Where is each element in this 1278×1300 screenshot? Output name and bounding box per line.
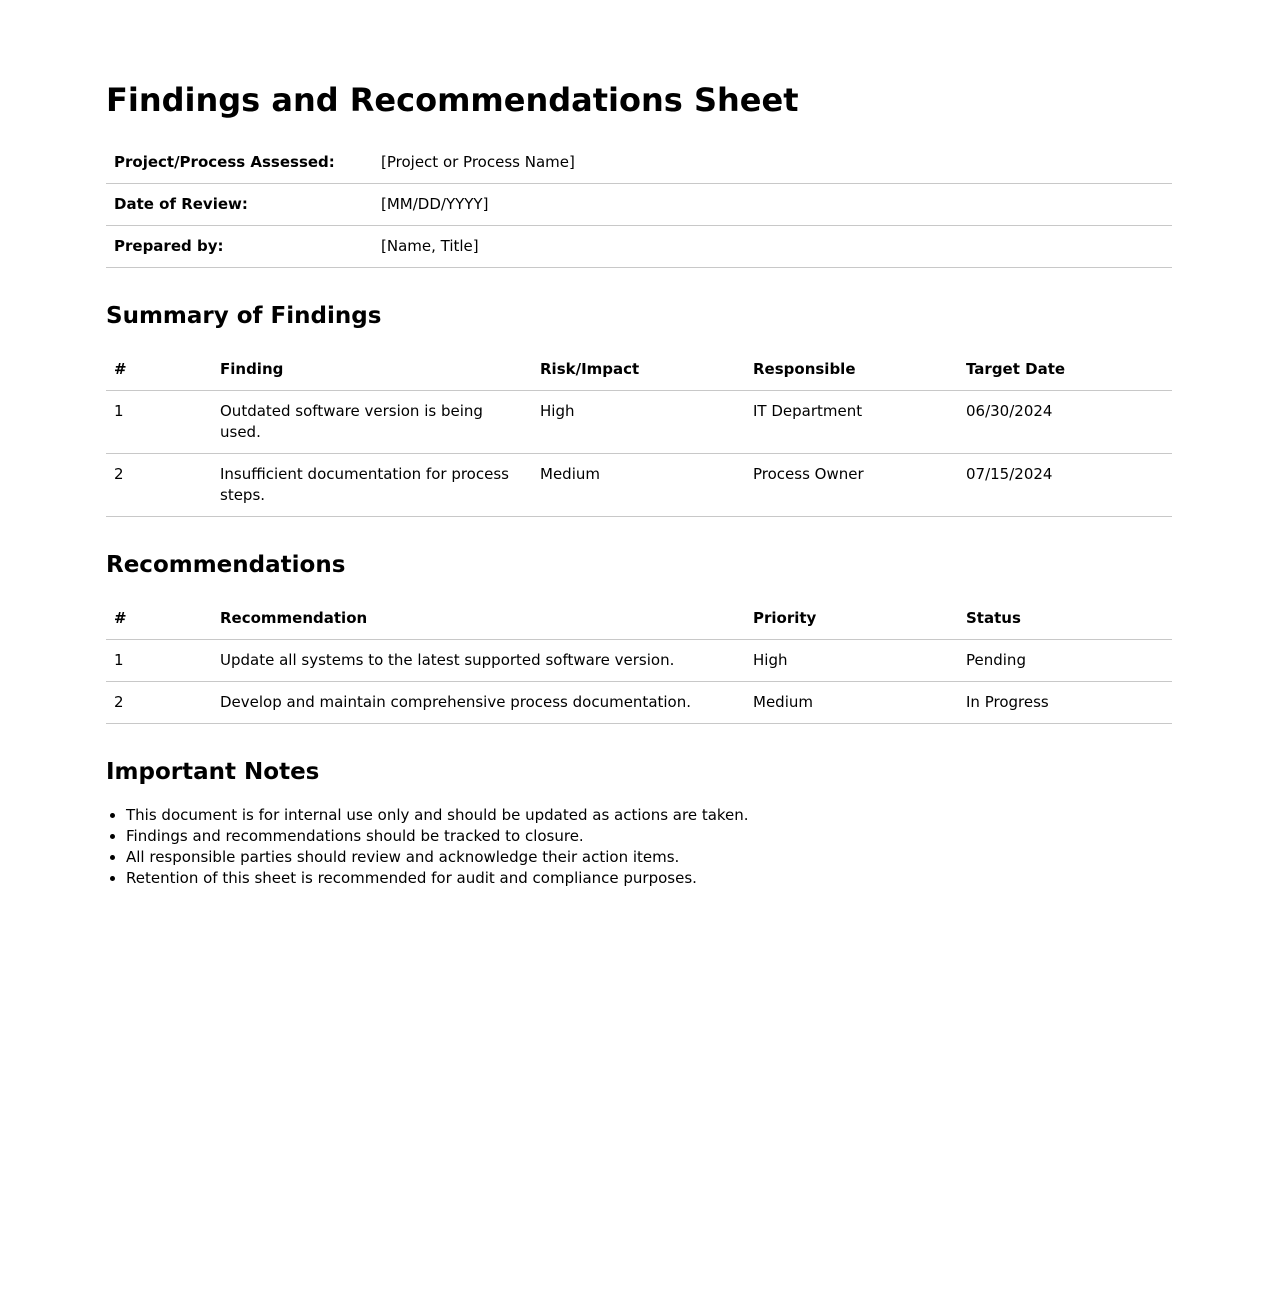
meta-row xyxy=(106,142,1172,184)
recommendations-heading: Recommendations xyxy=(106,552,346,578)
rec-number: 2 xyxy=(106,682,212,724)
findings-heading: Summary of Findings xyxy=(106,303,382,329)
recommendations-table xyxy=(106,598,1172,724)
meta-value-date: [MM/DD/YYYY] xyxy=(373,184,1172,226)
rec-text: Update all systems to the latest supported software version. xyxy=(212,640,745,682)
finding-risk: Medium xyxy=(532,454,745,517)
page-title: Findings and Recommendations Sheet xyxy=(106,81,799,119)
findings-col-finding: Finding xyxy=(212,349,532,391)
list-item: • Retention of this sheet is recommended for audit and compliance purposes. xyxy=(126,868,1172,889)
notes-list xyxy=(106,805,1172,889)
rec-priority: Medium xyxy=(745,682,958,724)
recs-col-priority: Priority xyxy=(745,598,958,640)
meta-label-prepared-by: Prepared by: xyxy=(106,226,373,268)
meta-label-project: Project/Process Assessed: xyxy=(106,142,373,184)
recommendations-header-row xyxy=(106,598,1172,640)
rec-text: Develop and maintain comprehensive process documentation. xyxy=(212,682,745,724)
table-row xyxy=(106,454,1172,517)
meta-label-date: Date of Review: xyxy=(106,184,373,226)
meta-value-prepared-by: [Name, Title] xyxy=(373,226,1172,268)
meta-row xyxy=(106,226,1172,268)
findings-col-number: # xyxy=(106,349,212,391)
finding-text: Outdated software version is being used. xyxy=(212,391,532,454)
recs-col-status: Status xyxy=(958,598,1172,640)
rec-status: Pending xyxy=(958,640,1172,682)
recs-col-recommendation: Recommendation xyxy=(212,598,745,640)
table-row xyxy=(106,391,1172,454)
finding-text: Insufficient documentation for process steps. xyxy=(212,454,532,517)
recs-col-number: # xyxy=(106,598,212,640)
findings-table xyxy=(106,349,1172,517)
findings-col-responsible: Responsible xyxy=(745,349,958,391)
meta-row xyxy=(106,184,1172,226)
notes-heading: Important Notes xyxy=(106,759,320,785)
metadata-table xyxy=(106,142,1172,268)
rec-number: 1 xyxy=(106,640,212,682)
finding-target-date: 06/30/2024 xyxy=(958,391,1172,454)
finding-target-date: 07/15/2024 xyxy=(958,454,1172,517)
list-item: • All responsible parties should review and acknowledge their action items. xyxy=(126,847,1172,868)
findings-col-target-date: Target Date xyxy=(958,349,1172,391)
finding-number: 2 xyxy=(106,454,212,517)
findings-col-risk: Risk/Impact xyxy=(532,349,745,391)
rec-status: In Progress xyxy=(958,682,1172,724)
finding-risk: High xyxy=(532,391,745,454)
list-item: • Findings and recommendations should be tracked to closure. xyxy=(126,826,1172,847)
list-item: • This document is for internal use only and should be updated as actions are taken. xyxy=(126,805,1172,826)
rec-priority: High xyxy=(745,640,958,682)
finding-responsible: IT Department xyxy=(745,391,958,454)
table-row xyxy=(106,682,1172,724)
finding-number: 1 xyxy=(106,391,212,454)
finding-responsible: Process Owner xyxy=(745,454,958,517)
meta-value-project: [Project or Process Name] xyxy=(373,142,1172,184)
findings-header-row xyxy=(106,349,1172,391)
table-row xyxy=(106,640,1172,682)
